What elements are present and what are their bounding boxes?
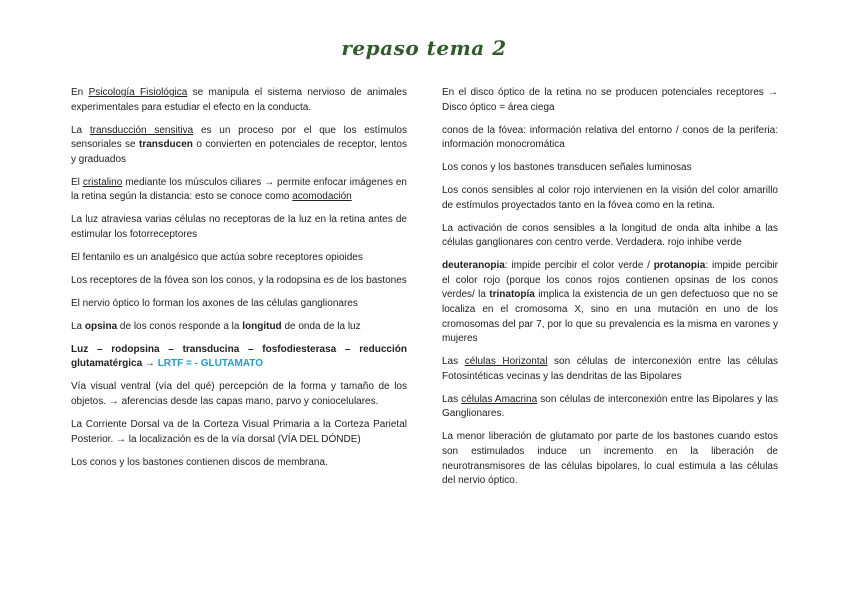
note-paragraph: Vía visual ventral (vía del qué) percepción de la forma y tamaño de los objetos. → aferencias desde las capas mano, parvo y coniocelulares. <box>71 381 407 408</box>
note-paragraph: El cristalino mediante los músculos ciliares → permite enfocar imágenes en la retina según la distancia: esto se conoce como acomodación <box>71 176 407 203</box>
note-paragraph: El nervio óptico lo forman los axones de las células ganglionares <box>71 297 358 309</box>
note-paragraph: Los receptores de la fóvea son los conos, y la rodopsina es de los bastones <box>71 274 407 286</box>
note-paragraph: Los conos y los bastones transducen señales luminosas <box>442 162 692 174</box>
note-paragraph: Los conos sensibles al color rojo intervienen en la visión del color amarillo de estímulos proyectados tanto en la fóvea como en la retina. <box>442 185 778 211</box>
note-paragraph: La opsina de los conos responde a la longitud de onda de la luz <box>71 320 361 332</box>
note-paragraph: La menor liberación de glutamato por parte de los bastones cuando estos son estimulados induce un incremento en la liberación de neurotransmisores de las células bipolares, lo cual estimula a las células del nervio óptico. <box>442 431 778 487</box>
note-paragraph: En el disco óptico de la retina no se producen potenciales receptores → Disco óptico = área ciega <box>442 87 778 113</box>
left-column <box>71 86 407 479</box>
note-paragraph: La activación de conos sensibles a la longitud de onda alta inhibe a las células ganglionares con centro verde. Verdadera. rojo inhibe verde <box>442 222 778 249</box>
note-paragraph: El fentanilo es un analgésico que actúa sobre receptores opioides <box>71 251 363 263</box>
note-paragraph: La transducción sensitiva es un proceso por el que los estímulos sensoriales se transducen o convierten en potenciales de receptor, lentos y graduados <box>71 124 407 165</box>
note-paragraph: Los conos y los bastones contienen discos de membrana. <box>71 456 328 468</box>
note-paragraph: Las células Horizontal son células de interconexión entre las células Fotosintéticas vecinas y las dendritas de las Bipolares <box>442 356 779 382</box>
note-paragraph: Luz – rodopsina – transducina – fosfodiesterasa – reducción glutamatérgica → LRTF = - GLUTAMATO <box>71 343 407 370</box>
right-column <box>442 86 778 497</box>
note-paragraph: La luz atraviesa varias células no receptoras de la luz en la retina antes de estimular los fotorreceptores <box>71 214 407 240</box>
note-paragraph: conos de la fóvea: información relativa del entorno / conos de la periferia: información monocromática <box>442 124 778 151</box>
note-paragraph: Las células Amacrina son células de interconexión entre las Bipolares y las Ganglionares. <box>442 393 778 420</box>
note-paragraph: En Psicología Fisiológica se manipula el sistema nervioso de animales experimentales para estudiar el efecto en la conducta. <box>71 87 407 113</box>
page-title: repaso tema 2 <box>341 36 507 60</box>
note-paragraph: La Corriente Dorsal va de la Corteza Visual Primaria a la Corteza Parietal Posterior. → la localización es de la vía dorsal (VÍA DEL DÓNDE) <box>71 419 407 445</box>
note-paragraph: deuteranopia: impide percibir el color verde / protanopia: impide percibir el color rojo (porque los conos rojos contienen opsinas de los conos verdes/ la trinatopía implica la existencia de un gen defectuoso que no se localiza en el cromosoma X, sino en una mutación en uno de los cromosomas del par 7, por lo que su prevalencia es la misma en varones y mujeres <box>442 260 778 345</box>
